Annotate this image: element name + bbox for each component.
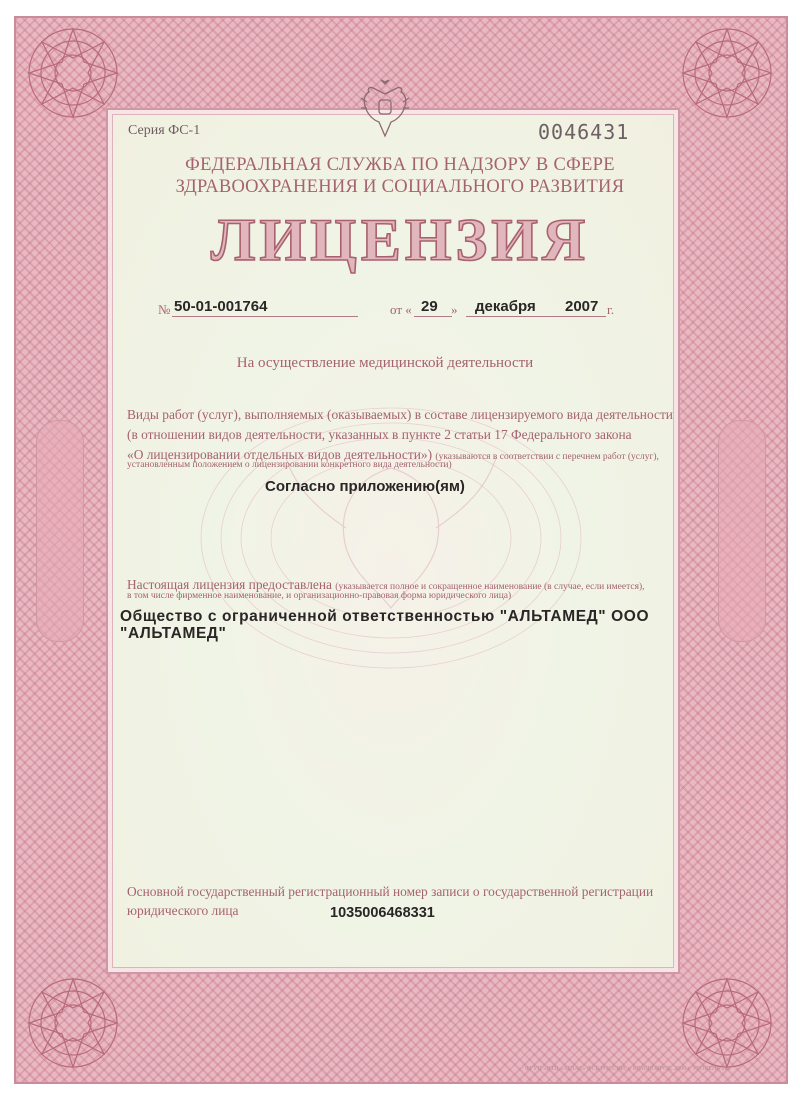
date-from-label: от « [390,302,412,317]
license-purpose: На осуществление медицинской деятельности [236,355,534,371]
works-label-line3: «О лицензировании отдельных видов деятельности») (указываются в соответствии с перечнем работ (услуг), [127,447,659,462]
document-title: ЛИЦЕНЗИЯ [210,207,590,273]
date-year-suffix: г. [607,302,615,317]
date-day-underline [414,316,452,317]
works-label-line4: установленным положением о лицензировании конкретного вида деятельности) [127,460,452,470]
works-value: Согласно приложению(ям) [265,478,465,495]
ogrn-value: 1035006468331 [330,905,435,921]
corner-rosette-bottom-right [672,968,782,1078]
licensee-name-line2: "АЛЬТАМЕД" [120,625,227,642]
double-headed-eagle-emblem-icon [357,78,413,142]
corner-rosette-top-right [672,18,782,128]
side-panel-right [718,420,766,642]
granted-label-line2: в том числе фирменное наименование, и организационно-правовая форма юридического лица) [127,591,512,601]
date-month-value: декабря [475,298,536,315]
ogrn-label-line1: Основной государственный регистрационный номер записи о государственной регистрации [127,884,654,899]
date-month-year-underline [466,316,606,317]
ogrn-label-line2: юридического лица [127,903,239,918]
date-quote-close: » [451,302,458,317]
agency-name-line2: ЗДРАВООХРАНЕНИЯ И СОЦИАЛЬНОГО РАЗВИТИЯ [175,177,625,197]
date-year-value: 2007 [565,298,599,315]
agency-name-line1: ФЕДЕРАЛЬНАЯ СЛУЖБА ПО НАДЗОРУ В СФЕРЕ [185,155,615,175]
form-serial-number: 0046431 [538,120,630,144]
licensee-name-line1: Общество с ограниченной ответственностью "АЛЬТАМЕД" ООО [120,608,650,625]
works-label-line2: (в отношении видов деятельности, указанных в пункте 2 статьи 17 Федерального закона [127,427,632,442]
works-label-line1: Виды работ (услуг), выполняемых (оказываемых) в составе лицензируемого вида деятельности [127,407,673,422]
printer-imprint: ФГУП «НТЦ «АТЛАС» ФСБ РОССИИ, г. КРАСНОЯРСК, 2006 г. УРОВЕНЬ «Б» [525,1066,731,1072]
license-number-label: № [158,302,171,317]
date-day-value: 29 [421,298,438,315]
license-number-underline [172,316,358,317]
side-panel-left [36,420,84,642]
corner-rosette-bottom-left [18,968,128,1078]
series-label: Серия ФС-1 [128,123,201,138]
license-number-value: 50-01-001764 [174,298,268,315]
granted-label-line1: Настоящая лицензия предоставлена (указывается полное и сокращенное наименование (в случае, если имеется), [127,577,645,592]
